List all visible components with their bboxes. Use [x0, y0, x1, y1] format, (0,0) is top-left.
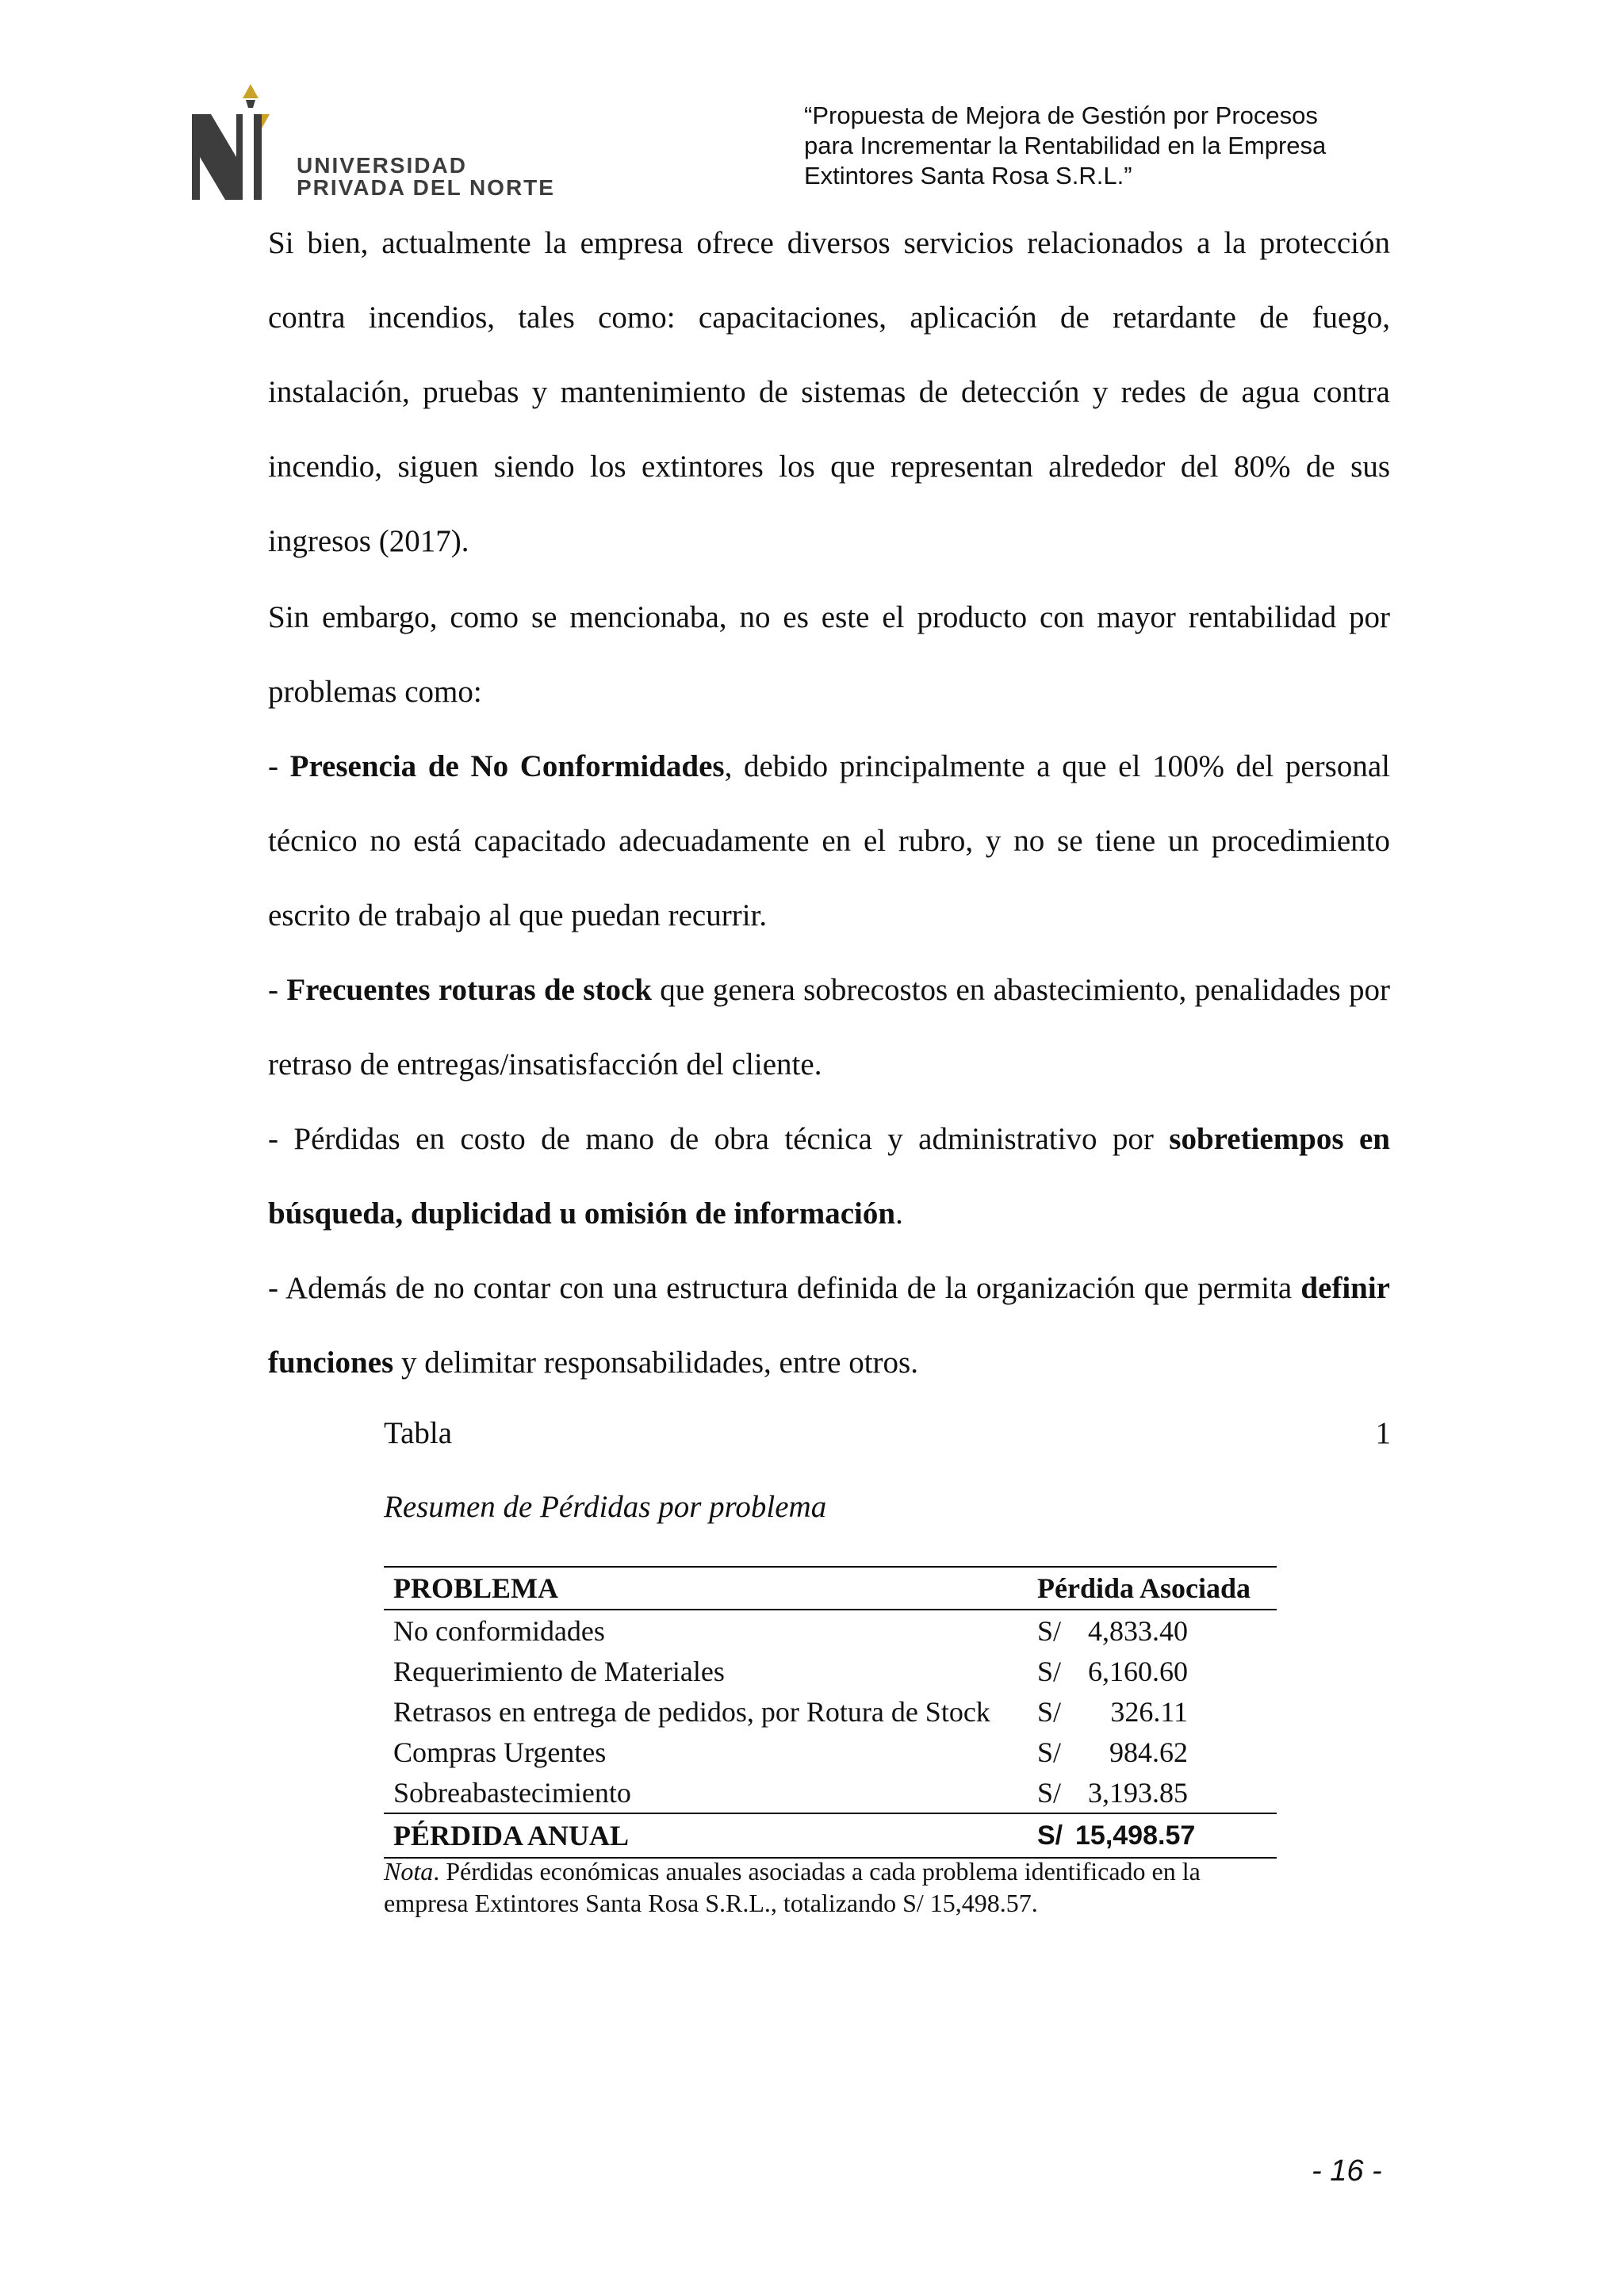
bullet-bold: definir funciones — [268, 1271, 1390, 1380]
table-label — [384, 1415, 1391, 1451]
header-title-line: “Propuesta de Mejora de Gestión por Procesos — [804, 101, 1318, 129]
logo-text-privada-del-norte: PRIVADA DEL NORTE — [297, 175, 555, 200]
logo-text-universidad: UNIVERSIDAD — [297, 153, 467, 178]
bullet-estructura — [268, 1251, 1390, 1400]
problem-cell: Retrasos en entrega de pedidos, por Rotura de Stock — [393, 1695, 990, 1728]
bullet-roturas-stock — [268, 953, 1390, 1102]
problem-cell: Sobreabastecimiento — [393, 1776, 631, 1809]
header-title-line: Extintores Santa Rosa S.R.L.” — [804, 162, 1132, 190]
currency-symbol: S/ — [1037, 1820, 1063, 1851]
currency-symbol: S/ — [1037, 1695, 1062, 1728]
table-row — [384, 1732, 1277, 1772]
amount-cell — [1028, 1691, 1277, 1732]
table-note — [384, 1855, 1277, 1919]
bullet-bold: sobretiempos en búsqueda, duplicidad u omisión de información — [268, 1122, 1390, 1231]
problem-cell: No conformidades — [393, 1614, 605, 1647]
currency-symbol: S/ — [1037, 1776, 1062, 1809]
bullet-text-end: . — [895, 1196, 903, 1231]
table-header-row — [384, 1567, 1277, 1610]
table-number: 1 — [1375, 1416, 1391, 1450]
amount-cell — [1028, 1772, 1277, 1813]
bullet-text: - Además de no contar con una estructura definida de la organización que permita — [268, 1271, 1301, 1305]
table-caption: Resumen de Pérdidas por problema — [384, 1490, 827, 1524]
currency-symbol: S/ — [1037, 1614, 1062, 1647]
amount-value: 4,833.40 — [1088, 1614, 1188, 1647]
amount-value: 3,193.85 — [1088, 1776, 1188, 1809]
paragraph-services: Si bien, actualmente la empresa ofrece diversos servicios relacionados a la protección contra incendios, tales como: capacitaciones, aplicación de retardante de fuego, instalación, pruebas y mantenimiento de sistemas de detección y redes de agua contra incendio, siguen siendo los extintores los que representan alrededor del 80% de sus ingresos (2017). — [268, 226, 1390, 558]
column-header-loss: Pérdida Asociada — [1028, 1567, 1277, 1610]
amount-value: 326.11 — [1110, 1695, 1188, 1728]
total-amount-value: 15,498.57 — [1075, 1820, 1196, 1851]
column-header-problem: PROBLEMA — [384, 1567, 1028, 1610]
note-label: Nota — [384, 1857, 434, 1886]
bullet-text: , debido principalmente a que el 100% del personal técnico no está capacitado adecuadamente en el rubro, y no se tiene un procedimiento escrito de trabajo al que puedan recurrir. — [268, 749, 1390, 932]
losses-table — [384, 1566, 1277, 1859]
currency-symbol: S/ — [1037, 1736, 1062, 1768]
bullet-prefix: - — [268, 749, 290, 783]
table-row — [384, 1772, 1277, 1813]
header-title-line: para Incrementar la Rentabilidad en la Empresa — [804, 132, 1327, 159]
bullet-text: que genera sobrecostos en abastecimiento, penalidades por retraso de entregas/insatisfacción del cliente. — [268, 973, 1390, 1082]
bullet-no-conformidades — [268, 729, 1390, 953]
page-number: - 16 - — [1312, 2154, 1382, 2188]
amount-cell — [1028, 1610, 1277, 1651]
total-label: PÉRDIDA ANUAL — [384, 1813, 1028, 1858]
bullet-prefix: - — [268, 973, 287, 1007]
table-total-row — [384, 1813, 1277, 1858]
table-row — [384, 1610, 1277, 1651]
table-row — [384, 1691, 1277, 1732]
note-text: . Pérdidas económicas anuales asociadas a cada problema identificado en la empresa Extintores Santa Rosa S.R.L., totalizando S/ 15,498.57. — [384, 1857, 1201, 1917]
bullet-bold: Frecuentes roturas de stock — [286, 973, 652, 1007]
amount-cell — [1028, 1732, 1277, 1772]
paragraph-profitability: Sin embargo, como se mencionaba, no es este el producto con mayor rentabilidad por problemas como: — [268, 600, 1390, 709]
table-label-text: Tabla — [384, 1416, 453, 1450]
table-row — [384, 1651, 1277, 1691]
document-header-title — [804, 101, 1391, 191]
bullet-text: - Pérdidas en costo de mano de obra técnica y administrativo por — [268, 1122, 1170, 1156]
total-amount-cell — [1028, 1813, 1277, 1858]
currency-symbol: S/ — [1037, 1655, 1062, 1687]
amount-cell — [1028, 1651, 1277, 1691]
bullet-text: y delimitar responsabilidades, entre otros. — [393, 1346, 918, 1380]
problem-cell: Requerimiento de Materiales — [393, 1655, 725, 1687]
bullet-sobretiempos — [268, 1102, 1390, 1251]
bullet-bold: Presencia de No Conformidades — [289, 749, 725, 783]
amount-value: 984.62 — [1109, 1736, 1188, 1768]
problem-cell: Compras Urgentes — [393, 1736, 607, 1768]
amount-value: 6,160.60 — [1088, 1655, 1188, 1687]
